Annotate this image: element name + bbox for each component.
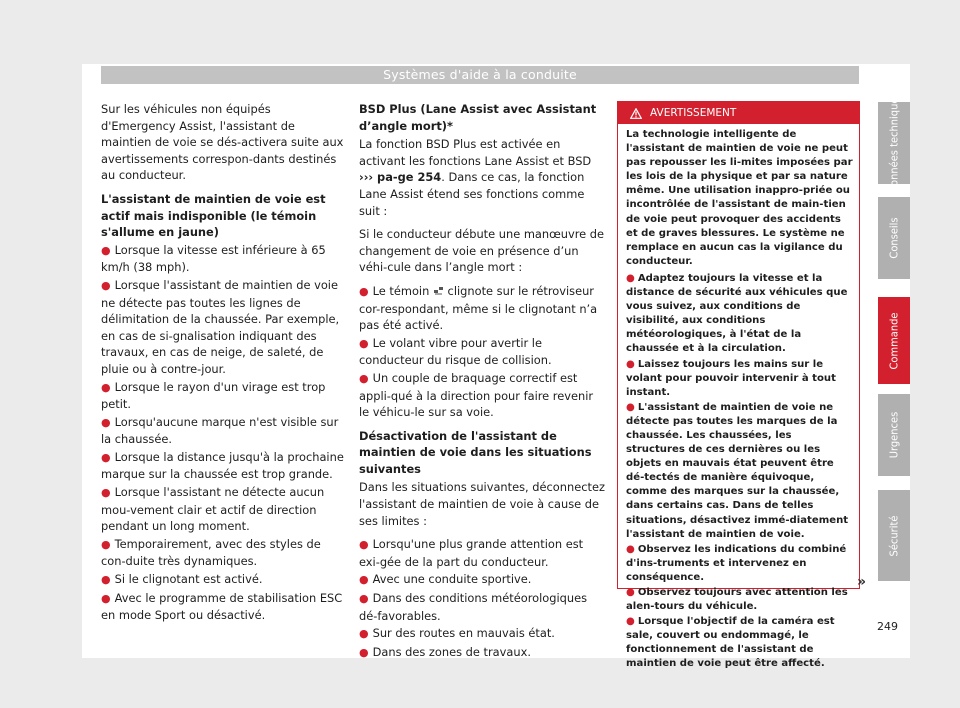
bullet-icon: ● [626,543,635,555]
bullet-icon: ● [101,450,111,464]
warning-text [618,124,859,672]
bullet-icon: ● [101,486,111,500]
warning-item: ● L'assistant de maintien de voie ne détecte pas toutes les marques de la chaussée. Les chaussées, les structures de ces dernières ou les objets en mauvais état peuvent être dé-tectés de manière équivoque, comme des marques sur la chaussée, dans certains cas. Dans de telles situations, désactivez immé-diatement l'assistant de maintien de voie. [626,401,849,540]
bullet-icon: ● [101,278,111,292]
bullet-icon: ● [101,415,111,429]
paragraph: Dans les situations suivantes, déconnectez l'assistant de maintien de voie à cause de ses limites : [359,480,605,528]
list-item: ● Dans des zones de travaux. [359,644,531,659]
mirror-warning-icon [433,285,444,296]
section-heading: Désactivation de l'assistant de maintien de voie dans les situations suivantes [359,428,592,476]
bullet-icon: ● [626,401,635,413]
bullet-icon: ● [359,592,369,606]
list-item: ● Dans des conditions météorologiques dé-favorables. [359,591,588,623]
paragraph: La fonction BSD Plus est activée en activant les fonctions Lane Assist et BSD ››› pa-ge 254. Dans ce cas, la fonction Lane Assist étend ses fonctions comme suit : [359,137,592,218]
list-item: ● Sur des routes en mauvais état. [359,626,555,641]
bullet-icon: ● [101,591,111,605]
list-item: ● Lorsque le rayon d'un virage est trop petit. [101,379,326,412]
bullet-icon: ● [359,627,369,641]
bullet-icon: ● [626,616,635,628]
intro-paragraph: Sur les véhicules non équipés d'Emergency Assist, l'assistant de maintien de voie se dés-activera suite aux avertissements correspon-dants destinés au conducteur. [101,102,344,183]
bullet-icon: ● [101,380,111,394]
list-item: ● Si le clignotant est activé. [101,572,263,587]
bullet-icon: ● [626,272,635,284]
list-item: ● Avec une conduite sportive. [359,572,532,587]
bullet-icon: ● [359,645,369,659]
bullet-icon: ● [359,284,369,298]
list-item: ● Temporairement, avec des styles de con-duite très dynamiques. [101,536,321,569]
list-item: ● Lorsqu'une plus grande attention est exi-gée de la part du conducteur. [359,537,584,569]
bullet-icon: ● [626,587,635,598]
warning-item: ● Laissez toujours les mains sur le volant pour pouvoir intervenir à tout instant. [626,358,836,398]
warning-title: AVERTISSEMENT [650,107,737,119]
tab-conseils[interactable]: Conseils [878,197,910,279]
warning-item: ● Observez toujours avec attention les alen-tours du véhicule. [626,587,848,613]
bullet-icon: ● [101,537,111,551]
warning-triangle-icon [630,108,642,119]
bullet-icon: ● [359,371,369,385]
bullet-icon: ● [101,243,111,257]
list-item: ● Lorsqu'aucune marque n'est visible sur la chaussée. [101,414,339,447]
tab-securite[interactable]: Sécurité [878,490,910,581]
list-item: ● Lorsque la vitesse est inférieure à 65 km/h (38 mph). [101,242,326,275]
page-reference-link[interactable]: ››› pa-ge 254 [359,170,442,185]
section-heading: L'assistant de maintien de voie est actif mais indisponible (le témoin s'allume en jaune) [101,191,326,240]
list-item: ● Le témoin clignote sur le rétroviseur cor-respondant, même si le clignotant n’a pas été activé. [359,283,598,333]
list-item: ● Lorsque la distance jusqu'à la prochaine marque sur la chaussée est trop grande. [101,449,344,482]
bullet-icon: ● [359,573,369,587]
list-item: ● Avec le programme de stabilisation ESC en mode Sport ou désactivé. [101,590,343,623]
bullet-icon: ● [626,358,635,370]
warning-item: ● Adaptez toujours la vitesse et la distance de sécurité aux véhicules que vous suivez, aux conditions de visibilité, aux conditions météorologiques, à l'état de la chaussée et à la circulation. [626,272,848,355]
list-item: ● Un couple de braquage correctif est appli-qué à la direction pour faire revenir le véhicu-le sur sa voie. [359,370,594,420]
paragraph: Si le conducteur débute une manœuvre de changement de voie en présence d’un véhi-cule dans l’angle mort : [359,227,605,275]
column-1 [101,101,345,625]
bullet-icon: ● [359,336,369,350]
tab-urgences[interactable]: Urgences [878,394,910,476]
bullet-icon: ● [101,573,111,587]
bullet-icon: ● [359,538,369,552]
warning-header [618,102,859,124]
list-item: ● Lorsque l'assistant de maintien de voie ne détecte pas toutes les lignes de délimitation de la chaussée. Par exemple, en cas de si-gnalisation indiquant des travaux, en cas de neige, de saleté, de pluie ou à contre-jour. [101,277,340,376]
list-item: ● Le volant vibre pour avertir le conducteur du risque de collision. [359,335,552,368]
warning-item: ● Observez les indications du combiné d'ins-truments et intervenez en conséquence. [626,543,847,583]
tab-commande[interactable]: Commande [878,297,910,384]
warning-box [617,101,860,670]
page-number: 249 [877,620,898,633]
tab-donnees-techniques[interactable]: Données techniques [878,102,910,184]
continue-arrow-icon: » [857,574,867,590]
warning-item: ● Lorsque l'objectif de la caméra est sale, couvert ou endommagé, le fonctionnement de l'assistant de maintien de voie peut être affecté. [626,616,835,670]
warning-intro: La technologie intelligente de l'assistant de maintien de voie ne peut pas repousser les li-mites imposées par les lois de la physique et par sa nature même. Une utilisation inappro-priée ou incontrôlée de l'assistant de main-tien de voie peut provoquer des accidents et de graves blessures. Le système ne remplace en aucun cas la vigilance du conducteur. [626,129,853,267]
bullet-list [101,242,345,624]
column-2 [359,101,605,662]
list-item: ● Lorsque l'assistant ne détecte aucun mou-vement clair et actif de direction pendant un long moment. [101,485,325,534]
section-heading: BSD Plus (Lane Assist avec Assistant d’angle mort)* [359,102,597,133]
section-header: Systèmes d'aide à la conduite [101,66,859,84]
